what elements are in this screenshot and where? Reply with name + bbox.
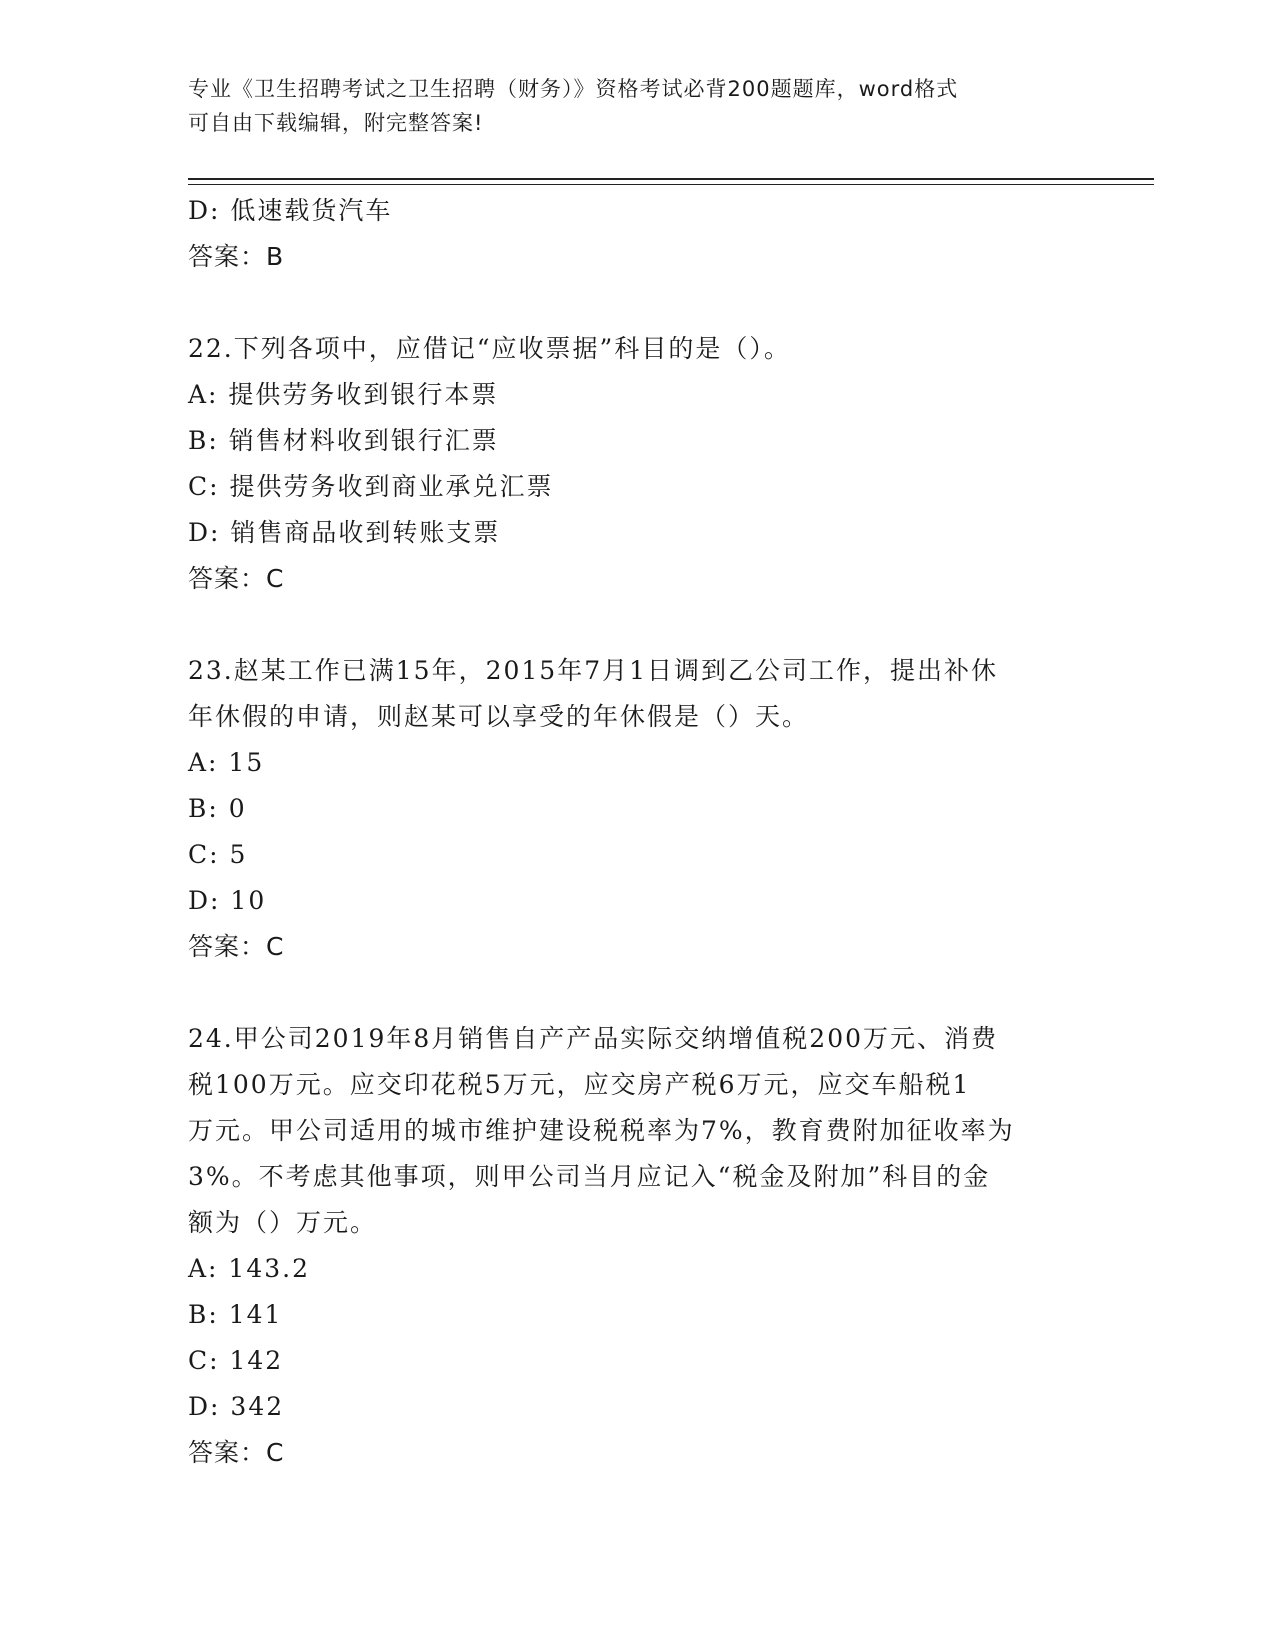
answer-line: 答案：C	[188, 564, 285, 593]
question-stem: 24.甲公司2019年8月销售自产产品实际交纳增值税200万元、消费	[188, 1024, 999, 1053]
option-d: D: 低速载货汽车	[188, 196, 393, 225]
option-c: C: 142	[188, 1346, 284, 1375]
option-a: A: 提供劳务收到银行本票	[188, 380, 499, 409]
document-header	[188, 72, 1068, 140]
answer-line: 答案：C	[188, 932, 285, 961]
option-d: D: 10	[188, 886, 267, 915]
option-d: D: 342	[188, 1392, 285, 1421]
header-divider-thick	[188, 178, 1154, 180]
option-d: D: 销售商品收到转账支票	[188, 518, 501, 547]
question-stem: 年休假的申请，则赵某可以享受的年休假是（）天。	[188, 702, 810, 731]
question-23	[188, 648, 1088, 970]
document-body	[188, 188, 1088, 1476]
option-c: C: 提供劳务收到商业承兑汇票	[188, 472, 554, 501]
header-divider-thin	[188, 184, 1154, 185]
header-line-1: 专业《卫生招聘考试之卫生招聘（财务）》资格考试必背200题题库，word格式	[188, 77, 959, 101]
question-stem: 万元。甲公司适用的城市维护建设税税率为7%，教育费附加征收率为	[188, 1116, 1015, 1145]
question-21-tail	[188, 188, 1088, 280]
option-a: A: 15	[188, 748, 265, 777]
question-24	[188, 1016, 1088, 1476]
header-line-2: 可自由下载编辑，附完整答案!	[188, 111, 484, 135]
option-b: B: 销售材料收到银行汇票	[188, 426, 499, 455]
question-stem: 额为（）万元。	[188, 1208, 378, 1237]
spacer	[188, 280, 1088, 326]
answer-line: 答案：C	[188, 1438, 285, 1467]
option-c: C: 5	[188, 840, 248, 869]
question-stem: 税100万元。应交印花税5万元，应交房产税6万元，应交车船税1	[188, 1070, 971, 1099]
spacer	[188, 970, 1088, 1016]
question-stem: 23.赵某工作已满15年，2015年7月1日调到乙公司工作，提出补休	[188, 656, 999, 685]
option-b: B: 141	[188, 1300, 283, 1329]
question-22	[188, 326, 1088, 602]
question-stem: 3%。不考虑其他事项，则甲公司当月应记入“税金及附加”科目的金	[188, 1162, 991, 1191]
question-stem: 22.下列各项中，应借记“应收票据”科目的是（）。	[188, 334, 791, 363]
option-b: B: 0	[188, 794, 247, 823]
spacer	[188, 602, 1088, 648]
answer-line: 答案：B	[188, 242, 285, 271]
option-a: A: 143.2	[188, 1254, 310, 1283]
